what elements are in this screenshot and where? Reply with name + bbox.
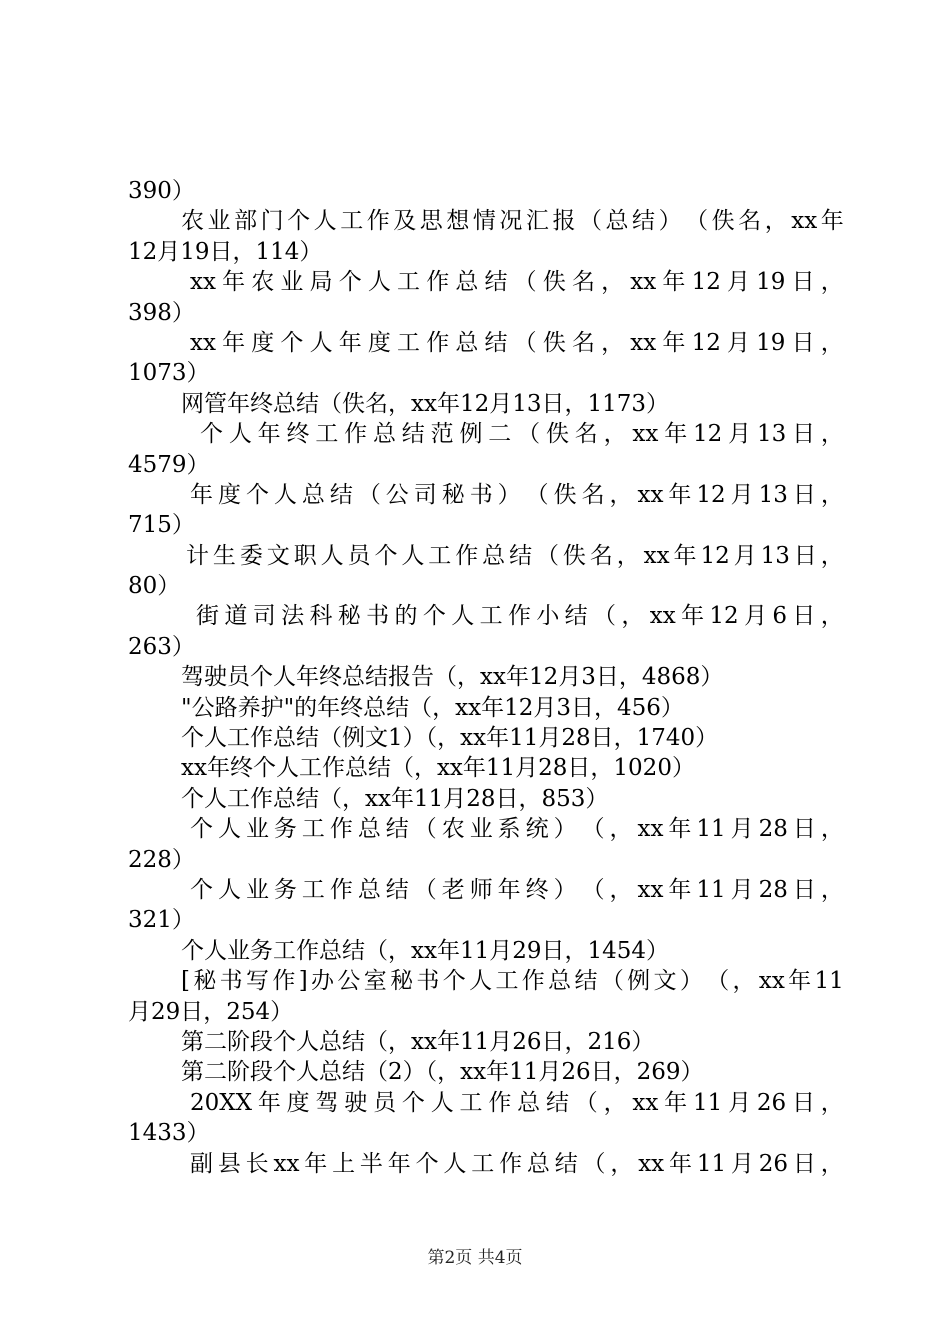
text-line: 个人业务工作总结（，xx年11月29日，1454） (181, 937, 670, 964)
text-line: 80） (128, 573, 181, 600)
text-line: 12月19日，114） (128, 238, 323, 265)
document-body (128, 176, 844, 1179)
text-line: 年 度 个 人 总 结 （ 公 司 秘 书 ） （ 佚 名 ， xx 年 12 月 13 日 ， (190, 481, 844, 508)
text-line: 农 业 部 门 个 人 工 作 及 思 想 情 况 汇 报 （ 总 结 ） （ 佚 名 ， xx 年 (181, 208, 844, 235)
text-line: 390） (128, 178, 195, 204)
text-line: 1433） (128, 1120, 210, 1147)
text-line: 个 人 年 终 工 作 总 结 范 例 二 （ 佚 名 ， xx 年 12 月 13 日 ， (200, 421, 844, 448)
text-line: 1073） (128, 360, 210, 387)
text-line: 第二阶段个人总结（2）（，xx年11月26日，269） (181, 1059, 704, 1086)
text-line: xx年终个人工作总结（，xx年11月28日，1020） (181, 755, 695, 782)
text-line: 网管年终总结（佚名，xx年12月13日，1173） (181, 390, 670, 417)
text-line: 398） (128, 299, 195, 326)
text-line: 驾驶员个人年终总结报告（，xx年12月3日，4868） (181, 664, 724, 691)
text-line: xx 年 农 业 局 个 人 工 作 总 结 （ 佚 名 ， xx 年 12 月 19 日 ， (190, 269, 844, 296)
text-line: "公路养护"的年终总结（，xx年12月3日，456） (181, 694, 684, 721)
text-line: [ 秘 书 写 作 ] 办 公 室 秘 书 个 人 工 作 总 结 （ 例 文 ） （ ， xx 年 11 (181, 968, 844, 995)
page-footer: 第2页 共4页 (427, 1248, 523, 1268)
text-line: 321） (128, 907, 195, 934)
text-line: 街 道 司 法 科 秘 书 的 个 人 工 作 小 结 （ ， xx 年 12 月 6 日 ， (196, 603, 844, 630)
text-line: 第二阶段个人总结（，xx年11月26日，216） (181, 1028, 655, 1055)
text-line: 4579） (128, 451, 210, 478)
text-line: 个人工作总结（例文1）（，xx年11月28日，1740） (181, 725, 719, 752)
text-line: 月29日，254） (128, 998, 294, 1025)
text-line: 715） (128, 512, 195, 539)
text-line: 计 生 委 文 职 人 员 个 人 工 作 总 结 （ 佚 名 ， xx 年 12 月 13 日 ， (186, 542, 844, 569)
text-line: 228） (128, 846, 195, 873)
text-line: 个 人 业 务 工 作 总 结 （ 老 师 年 终 ） （ ， xx 年 11 月 28 日 ， (190, 876, 844, 903)
text-line: xx 年 度 个 人 年 度 工 作 总 结 （ 佚 名 ， xx 年 12 月 19 日 ， (190, 329, 844, 356)
text-line: 副 县 长 xx 年 上 半 年 个 人 工 作 总 结 （ ， xx 年 11 月 26 日 ， (190, 1150, 844, 1177)
text-line: 20XX 年 度 驾 驶 员 个 人 工 作 总 结 （ ， xx 年 11 月 26 日 ， (190, 1089, 844, 1116)
text-line: 263） (128, 633, 195, 660)
text-line: 个人工作总结（，xx年11月28日，853） (181, 785, 609, 812)
text-line: 个 人 业 务 工 作 总 结 （ 农 业 系 统 ） （ ， xx 年 11 月 28 日 ， (190, 816, 844, 843)
